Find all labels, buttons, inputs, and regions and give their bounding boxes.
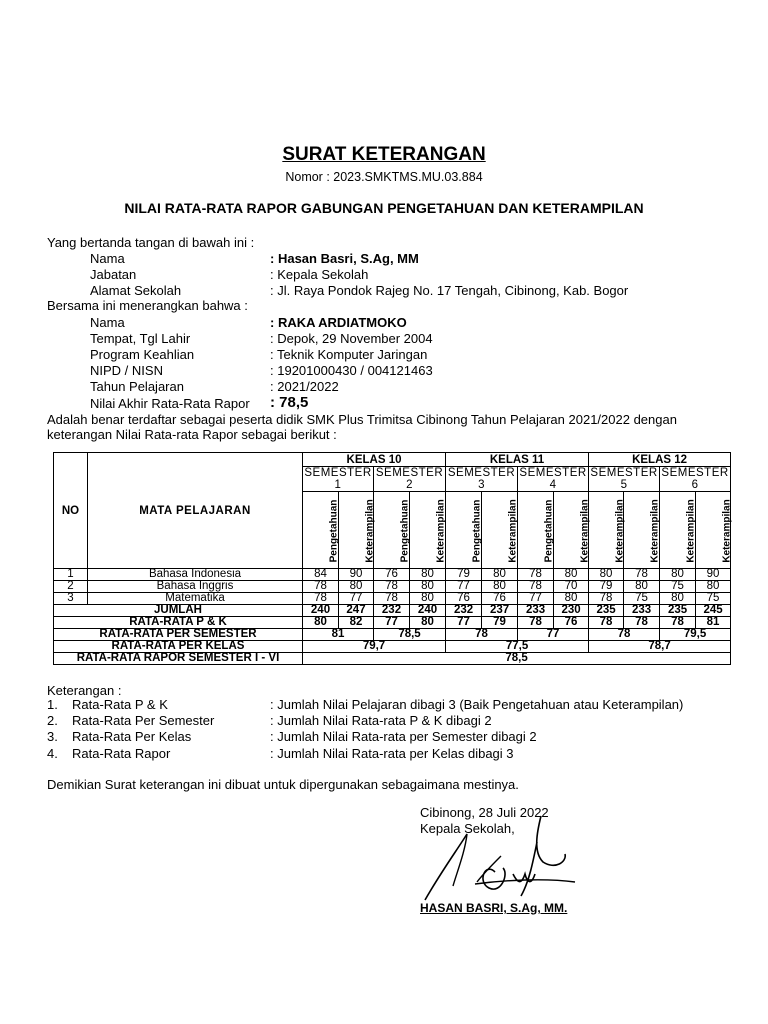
score-cell: 70 bbox=[554, 581, 589, 593]
handwritten-signature bbox=[405, 812, 595, 904]
statement-line-2: keterangan Nilai Rata-rata Rapor sebagai berikut : bbox=[47, 427, 337, 442]
school-address-value: : Jl. Raya Pondok Rajeg No. 17 Tengah, Cibinong, Kab. Bogor bbox=[270, 283, 629, 298]
signature-name: HASAN BASRI, S.Ag, MM. bbox=[420, 901, 568, 915]
avg-cell: 78 bbox=[660, 617, 696, 629]
subject-header: MATA PELAJARAN bbox=[88, 453, 303, 569]
sum-cell: 232 bbox=[374, 605, 410, 617]
score-cell: 80 bbox=[696, 581, 731, 593]
avg-cell: 77 bbox=[374, 617, 410, 629]
sum-cell: 232 bbox=[446, 605, 482, 617]
jumlah-row bbox=[54, 605, 731, 617]
column-header: Keterampilan bbox=[339, 492, 374, 569]
semester-2-header: SEMESTER 2 bbox=[374, 467, 446, 492]
keterangan-desc: : Jumlah Nilai Rata-rata per Semester dibagi 2 bbox=[270, 729, 537, 744]
no-header: NO bbox=[54, 453, 88, 569]
score-cell: 80 bbox=[339, 581, 374, 593]
keterangan-desc: : Jumlah Nilai Pelajaran dibagi 3 (Baik Pengetahuan atau Keterampilan) bbox=[270, 697, 684, 712]
score-cell: 78 bbox=[303, 581, 339, 593]
document-subtitle: NILAI RATA-RATA RAPOR GABUNGAN PENGETAHUAN DAN KETERAMPILAN bbox=[124, 200, 644, 216]
column-header: Keterampilan bbox=[410, 492, 446, 569]
semester-avg-cell: 77 bbox=[518, 629, 589, 641]
document-title: SURAT KETERANGAN bbox=[282, 144, 486, 165]
keterangan-number: 4. bbox=[47, 746, 58, 761]
score-cell: 80 bbox=[482, 569, 518, 581]
score-cell: 80 bbox=[410, 569, 446, 581]
score-cell: 79 bbox=[589, 581, 624, 593]
table-row bbox=[54, 593, 731, 605]
rata-rapor-row bbox=[54, 653, 731, 665]
signature-place-date: Cibinong, 28 Juli 2022 bbox=[420, 805, 549, 820]
year-label: Tahun Pelajaran bbox=[90, 379, 184, 394]
avg-cell: 76 bbox=[554, 617, 589, 629]
subject-name: Bahasa Indonesia bbox=[88, 569, 303, 581]
avg-cell: 79 bbox=[482, 617, 518, 629]
rata-kelas-label: RATA-RATA PER KELAS bbox=[54, 641, 303, 653]
keterangan-title: Keterangan : bbox=[47, 683, 122, 698]
score-cell: 78 bbox=[624, 569, 660, 581]
semester-6-header: SEMESTER 6 bbox=[661, 467, 729, 491]
rata-semester-label: RATA-RATA PER SEMESTER bbox=[54, 629, 303, 641]
rata-kelas-row bbox=[54, 641, 731, 653]
bersama-text: Bersama ini menerangkan bahwa : bbox=[47, 298, 248, 313]
score-cell: 76 bbox=[446, 593, 482, 605]
row-number: 1 bbox=[54, 569, 88, 581]
score-cell: 78 bbox=[374, 581, 410, 593]
sum-cell: 237 bbox=[482, 605, 518, 617]
score-cell: 78 bbox=[518, 581, 554, 593]
signature-position: Kepala Sekolah, bbox=[420, 821, 515, 836]
score-cell: 90 bbox=[339, 569, 374, 581]
keterangan-desc: : Jumlah Nilai Rata-rata per Kelas dibagi 3 bbox=[270, 746, 514, 761]
rapor-avg-cell: 78,5 bbox=[303, 653, 731, 665]
avg-cell: 77 bbox=[446, 617, 482, 629]
score-cell: 80 bbox=[482, 581, 518, 593]
score-cell: 90 bbox=[696, 569, 731, 581]
score-cell: 75 bbox=[624, 593, 660, 605]
column-header: Pengetahuan bbox=[303, 492, 339, 569]
intro-text: Yang bertanda tangan di bawah ini : bbox=[47, 235, 255, 250]
avg-cell: 82 bbox=[339, 617, 374, 629]
row-number: 3 bbox=[54, 593, 88, 605]
nipd-label: NIPD / NISN bbox=[90, 363, 163, 378]
score-cell: 76 bbox=[482, 593, 518, 605]
score-cell: 75 bbox=[660, 581, 696, 593]
score-cell: 80 bbox=[624, 581, 660, 593]
semester-avg-cell: 78 bbox=[446, 629, 518, 641]
document-number: Nomor : 2023.SMKTMS.MU.03.884 bbox=[285, 170, 483, 184]
signer-position-label: Jabatan bbox=[90, 267, 137, 282]
closing-text: Demikian Surat keterangan ini dibuat untuk dipergunakan sebagaimana mestinya. bbox=[47, 777, 519, 792]
avg-cell: 78 bbox=[624, 617, 660, 629]
score-cell: 76 bbox=[374, 569, 410, 581]
sum-cell: 240 bbox=[303, 605, 339, 617]
rata-pk-row bbox=[54, 617, 731, 629]
column-header: Keterampilan bbox=[482, 492, 518, 569]
sum-cell: 247 bbox=[339, 605, 374, 617]
program-label: Program Keahlian bbox=[90, 347, 195, 362]
birth-label: Tempat, Tgl Lahir bbox=[90, 331, 191, 346]
grades-table bbox=[53, 452, 731, 665]
score-cell: 80 bbox=[589, 569, 624, 581]
score-cell: 75 bbox=[696, 593, 731, 605]
score-cell: 84 bbox=[303, 569, 339, 581]
sum-cell: 240 bbox=[410, 605, 446, 617]
score-cell: 80 bbox=[410, 593, 446, 605]
year-value: : 2021/2022 bbox=[270, 379, 339, 394]
signer-name-value: : Hasan Basri, S.Ag, MM bbox=[270, 251, 419, 266]
avg-cell: 78 bbox=[518, 617, 554, 629]
semester-4-header: SEMESTER 4 bbox=[519, 467, 587, 491]
semester-avg-cell: 78 bbox=[589, 629, 660, 641]
semester-avg-cell: 78,5 bbox=[374, 629, 446, 641]
nipd-value: : 19201000430 / 004121463 bbox=[270, 363, 433, 378]
student-name-label: Nama bbox=[90, 315, 125, 330]
score-cell: 78 bbox=[518, 569, 554, 581]
column-header: Keterampilan bbox=[696, 492, 731, 569]
rata-semester-row bbox=[54, 629, 731, 641]
sum-cell: 233 bbox=[518, 605, 554, 617]
keterangan-number: 3. bbox=[47, 729, 58, 744]
keterangan-term: Rata-Rata Per Semester bbox=[72, 713, 215, 728]
avg-cell: 78 bbox=[589, 617, 624, 629]
score-cell: 80 bbox=[410, 581, 446, 593]
kelas-12-header: KELAS 12 bbox=[589, 453, 731, 467]
kelas-avg-cell: 77,5 bbox=[446, 641, 589, 653]
column-header: Keterampilan bbox=[660, 492, 696, 569]
signer-name-label: Nama bbox=[90, 251, 125, 266]
kelas-11-header: KELAS 11 bbox=[446, 453, 589, 467]
keterangan-term: Rata-Rata Rapor bbox=[72, 746, 171, 761]
score-cell: 80 bbox=[660, 569, 696, 581]
kelas-avg-cell: 78,7 bbox=[589, 641, 731, 653]
semester-5-header: SEMESTER 5 bbox=[590, 467, 658, 491]
semester-avg-cell: 79,5 bbox=[660, 629, 731, 641]
keterangan-number: 2. bbox=[47, 713, 58, 728]
sum-cell: 245 bbox=[696, 605, 731, 617]
final-score-value: : 78,5 bbox=[270, 394, 309, 411]
column-header: Keterampilan bbox=[554, 492, 589, 569]
sum-cell: 235 bbox=[660, 605, 696, 617]
column-header: Keterampilan bbox=[624, 492, 660, 569]
keterangan-term: Rata-Rata Per Kelas bbox=[72, 729, 192, 744]
table-row bbox=[54, 569, 731, 581]
rata-pk-label: RATA-RATA P & K bbox=[54, 617, 303, 629]
sum-cell: 235 bbox=[589, 605, 624, 617]
avg-cell: 81 bbox=[696, 617, 731, 629]
keterangan-number: 1. bbox=[47, 697, 58, 712]
row-number: 2 bbox=[54, 581, 88, 593]
statement-line-1: Adalah benar terdaftar sebagai peserta didik SMK Plus Trimitsa Cibinong Tahun Pelajaran 2021/2022 dengan bbox=[47, 412, 677, 427]
keterangan-term: Rata-Rata P & K bbox=[72, 697, 168, 712]
score-cell: 78 bbox=[374, 593, 410, 605]
program-value: : Teknik Komputer Jaringan bbox=[270, 347, 428, 362]
signer-position-value: : Kepala Sekolah bbox=[270, 267, 369, 282]
column-header: Pengetahuan bbox=[446, 492, 482, 569]
school-address-label: Alamat Sekolah bbox=[90, 283, 182, 298]
avg-cell: 80 bbox=[410, 617, 446, 629]
score-cell: 77 bbox=[518, 593, 554, 605]
score-cell: 78 bbox=[589, 593, 624, 605]
sum-cell: 230 bbox=[554, 605, 589, 617]
score-cell: 80 bbox=[554, 593, 589, 605]
subject-name: Matematika bbox=[88, 593, 303, 605]
student-name-value: : RAKA ARDIATMOKO bbox=[270, 315, 407, 330]
score-cell: 77 bbox=[339, 593, 374, 605]
kelas-10-header: KELAS 10 bbox=[303, 453, 446, 467]
final-score-label: Nilai Akhir Rata-Rata Rapor bbox=[90, 396, 250, 411]
jumlah-label: JUMLAH bbox=[54, 605, 303, 617]
birth-value: : Depok, 29 November 2004 bbox=[270, 331, 433, 346]
semester-1-header: SEMESTER 1 bbox=[304, 467, 372, 491]
semester-avg-cell: 81 bbox=[303, 629, 374, 641]
score-cell: 80 bbox=[660, 593, 696, 605]
column-header: Pengetahuan bbox=[518, 492, 554, 569]
score-cell: 77 bbox=[446, 581, 482, 593]
semester-3-header: SEMESTER 3 bbox=[446, 467, 518, 492]
keterangan-desc: : Jumlah Nilai Rata-rata P & K dibagi 2 bbox=[270, 713, 492, 728]
kelas-avg-cell: 79,7 bbox=[303, 641, 446, 653]
avg-cell: 80 bbox=[303, 617, 339, 629]
column-header: Keterampilan bbox=[589, 492, 624, 569]
sum-cell: 233 bbox=[624, 605, 660, 617]
column-header: Pengetahuan bbox=[374, 492, 410, 569]
table-row bbox=[54, 581, 731, 593]
score-cell: 78 bbox=[303, 593, 339, 605]
score-cell: 79 bbox=[446, 569, 482, 581]
subject-name: Bahasa Inggris bbox=[88, 581, 303, 593]
score-cell: 80 bbox=[554, 569, 589, 581]
rata-rapor-label: RATA-RATA RAPOR SEMESTER I - VI bbox=[54, 653, 303, 665]
